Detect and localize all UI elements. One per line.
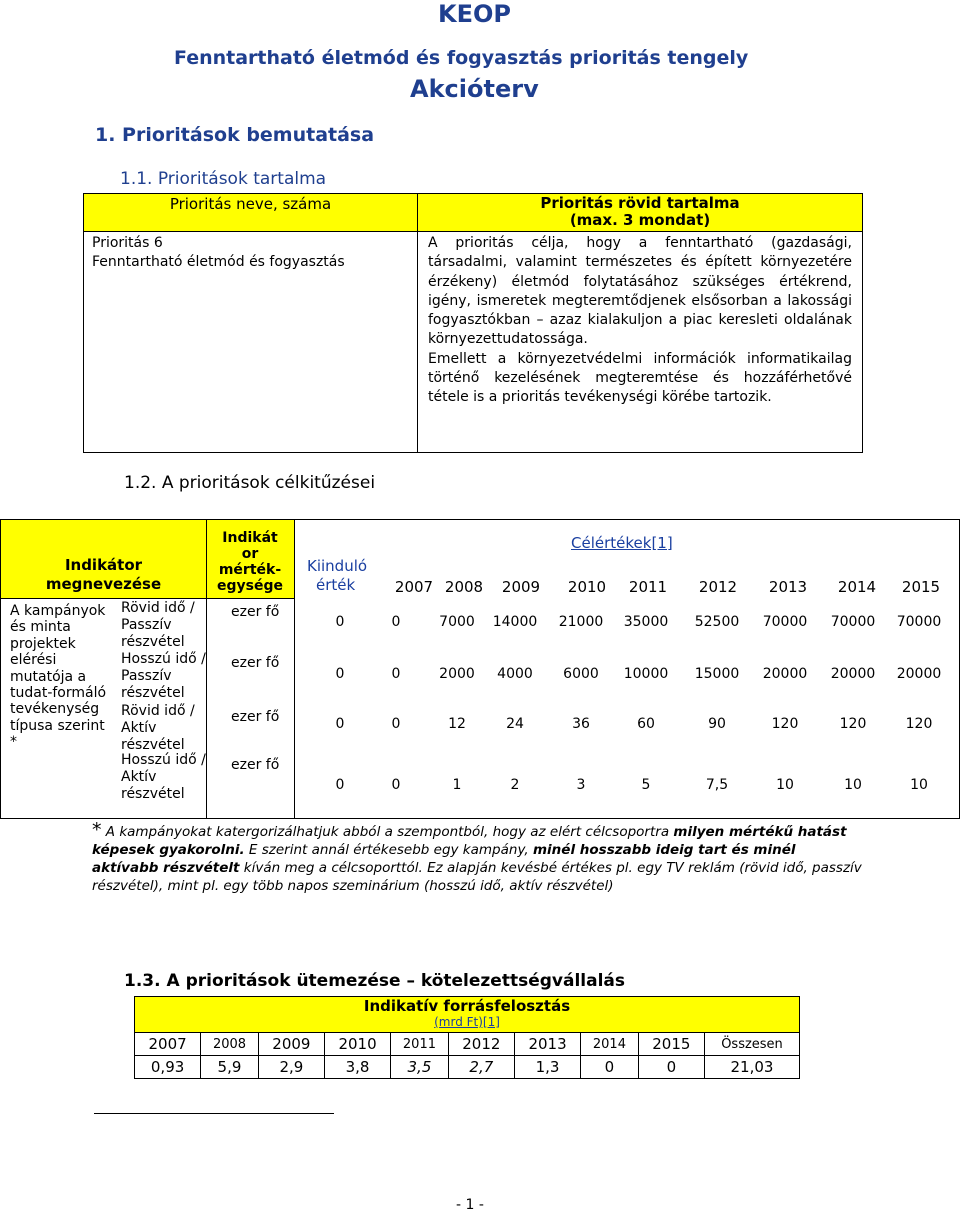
target-value: 2 xyxy=(510,777,520,793)
year-header: 2008 xyxy=(444,578,484,596)
target-value: 70000 xyxy=(762,614,808,630)
footnote-separator xyxy=(94,1113,334,1114)
priority-table xyxy=(83,193,863,453)
target-value: 10 xyxy=(844,777,862,793)
target-value: 0 xyxy=(391,614,401,630)
indicator-name-line: részvétel xyxy=(121,786,185,802)
target-value: 15000 xyxy=(694,666,740,682)
target-value: 10 xyxy=(776,777,794,793)
indicator-name xyxy=(121,651,206,702)
target-value: 0 xyxy=(391,716,401,732)
funding-value: 3,8 xyxy=(324,1056,390,1079)
target-value: 120 xyxy=(771,716,799,732)
target-value: 70000 xyxy=(830,614,876,630)
indicator-name-line: részvétel xyxy=(121,737,185,753)
indicator-name-line: Passzív xyxy=(121,617,172,633)
year-header: 2013 xyxy=(768,578,808,596)
funding-value: 0,93 xyxy=(135,1056,201,1079)
indicator-unit: ezer fő xyxy=(231,604,280,620)
target-value: 24 xyxy=(506,716,524,732)
funding-year-header: 2013 xyxy=(514,1033,580,1056)
indicator-name-line: Hosszú idő / xyxy=(121,752,206,768)
funding-year-header: 2014 xyxy=(581,1033,639,1056)
indicator-unit: ezer fő xyxy=(231,709,280,725)
funding-value: 2,7 xyxy=(448,1056,514,1079)
year-header: 2015 xyxy=(901,578,941,596)
funding-year-header: 2011 xyxy=(391,1033,449,1056)
funding-year-header: 2012 xyxy=(448,1033,514,1056)
priority-content-header: Prioritás rövid tartalma (max. 3 mondat) xyxy=(418,194,863,232)
indicator-unit: ezer fő xyxy=(231,655,280,671)
section-1-heading: 1. Prioritások bemutatása xyxy=(95,124,375,146)
indicator-name-line: Passzív xyxy=(121,668,172,684)
document-subtitle: Akcióterv xyxy=(410,75,539,103)
indicator-name-line: részvétel xyxy=(121,634,185,650)
target-value: 120 xyxy=(905,716,933,732)
indicator-name-line: Aktív xyxy=(121,769,157,785)
indicator-name-line: Aktív xyxy=(121,720,157,736)
funding-title: Indikatív forrásfelosztás (mrd Ft)[1] xyxy=(134,996,800,1032)
page-number: - 1 - xyxy=(456,1197,484,1213)
target-value: 3 xyxy=(576,777,586,793)
year-header: 2012 xyxy=(698,578,738,596)
year-header: 2007 xyxy=(394,578,434,596)
baseline-header: Kiinduló érték xyxy=(307,557,368,594)
target-value: 20000 xyxy=(830,666,876,682)
target-value: 12 xyxy=(448,716,466,732)
target-value: 20000 xyxy=(896,666,942,682)
indicator-header: Indikátor megnevezése xyxy=(45,556,162,593)
document-title: Fenntartható életmód és fogyasztás prioritás tengely xyxy=(174,47,749,69)
funding-value: 2,9 xyxy=(258,1056,324,1079)
target-value: 2000 xyxy=(439,666,475,682)
keop-title: KEOP xyxy=(438,0,511,28)
funding-year-header: 2015 xyxy=(638,1033,704,1056)
target-value: 70000 xyxy=(896,614,942,630)
target-table xyxy=(0,519,960,819)
section-1-1-heading: 1.1. Prioritások tartalma xyxy=(120,169,327,189)
funding-value: 0 xyxy=(638,1056,704,1079)
year-header: 2011 xyxy=(628,578,668,596)
indicator-name-line: Rövid idő / xyxy=(121,703,195,719)
funding-value: 5,9 xyxy=(201,1056,259,1079)
indicator-name-line: Hosszú idő / xyxy=(121,651,206,667)
target-value: 7000 xyxy=(439,614,475,630)
funding-value: 0 xyxy=(581,1056,639,1079)
indicator-unit: ezer fő xyxy=(231,757,280,773)
target-value: 90 xyxy=(708,716,726,732)
target-value: 4000 xyxy=(497,666,533,682)
funding-value: 21,03 xyxy=(705,1056,800,1079)
indicator-name xyxy=(121,600,195,651)
target-value: 0 xyxy=(335,614,345,630)
section-1-3-heading: 1.3. A prioritások ütemezése – kötelezettségvállalás xyxy=(124,971,626,991)
indicator-name-line: részvétel xyxy=(121,685,185,701)
target-value: 36 xyxy=(572,716,590,732)
target-value: 0 xyxy=(335,777,345,793)
year-header: 2010 xyxy=(567,578,607,596)
targets-header: Célértékek[1] xyxy=(571,534,673,552)
target-value: 0 xyxy=(335,716,345,732)
indicator-name xyxy=(121,752,206,803)
funding-year-header: Összesen xyxy=(705,1033,800,1056)
target-value: 52500 xyxy=(694,614,740,630)
target-value: 21000 xyxy=(558,614,604,630)
target-value: 6000 xyxy=(563,666,599,682)
funding-year-header: 2009 xyxy=(258,1033,324,1056)
indicator-group-label: A kampányok és minta projektek elérési mutatója a tudat-formáló tevékenység típusa szerint * xyxy=(10,603,107,751)
target-value: 1 xyxy=(452,777,462,793)
target-value: 14000 xyxy=(492,614,538,630)
target-value: 0 xyxy=(391,777,401,793)
unit-header: Indikát or mérték- egysége xyxy=(217,530,283,594)
target-value: 10000 xyxy=(623,666,669,682)
year-header: 2014 xyxy=(837,578,877,596)
target-value: 20000 xyxy=(762,666,808,682)
indicator-name xyxy=(121,703,195,754)
target-value: 0 xyxy=(391,666,401,682)
priority-name-header: Prioritás neve, száma xyxy=(84,194,418,232)
priority-name-cell: Prioritás 6 Fenntartható életmód és fogyasztás xyxy=(84,232,418,453)
funding-year-header: 2007 xyxy=(135,1033,201,1056)
target-value: 10 xyxy=(910,777,928,793)
target-value: 7,5 xyxy=(705,777,729,793)
funding-value: 1,3 xyxy=(514,1056,580,1079)
funding-value: 3,5 xyxy=(391,1056,449,1079)
target-value: 0 xyxy=(335,666,345,682)
funding-year-header: 2008 xyxy=(201,1033,259,1056)
footnote: * A kampányokat katergorizálhatjuk abból a szempontból, hogy az elért célcsoportra milyen mértékű hatást képesek gyakorolni. E szerint annál értékesebb egy kampány, minél hosszabb ideig tart és minél aktívabb részvételt kíván meg a célcsoporttól. Ez alapján kevésbé értékes pl. egy TV reklám (rövid idő, passzív részvétel), mint pl. egy több napos szeminárium (hosszú idő, aktív részvétel) xyxy=(92,819,862,894)
year-header: 2009 xyxy=(501,578,541,596)
target-value: 60 xyxy=(637,716,655,732)
target-value: 120 xyxy=(839,716,867,732)
funding-table xyxy=(134,1032,800,1079)
target-value: 35000 xyxy=(623,614,669,630)
target-value: 5 xyxy=(641,777,651,793)
priority-content-cell: A prioritás célja, hogy a fenntartható (gazdasági, társadalmi, valamint természetes és épített környezetére érzékeny) életmód folytatásához szükséges értékrend, igény, ismeretek megteremtődjenek elsősorban a lakossági fogyasztókban – azaz kialakuljon a piac keresleti oldalának környezettudatossága. Emellett a környezetvédelmi információk informatikailag történő kezelésének megteremtése és hozzáférhetővé tétele is a prioritás tevékenységi körébe tartozik. xyxy=(418,232,863,453)
section-1-2-heading: 1.2. A prioritások célkitűzései xyxy=(124,473,376,493)
funding-year-header: 2010 xyxy=(324,1033,390,1056)
indicator-name-line: Rövid idő / xyxy=(121,600,195,616)
